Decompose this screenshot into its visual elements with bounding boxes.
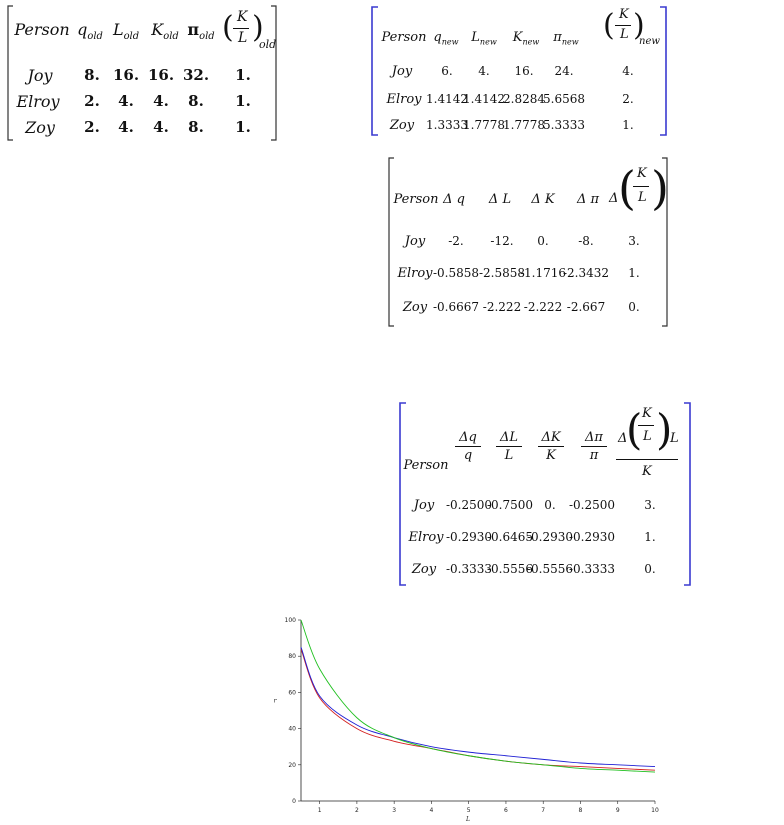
header-q-new: $q_{new}$ xyxy=(433,30,459,47)
header-delta-pi: Δ π xyxy=(576,192,600,207)
cell: 8. xyxy=(84,66,100,84)
cell: 1.4142 xyxy=(426,92,468,106)
cell: 16. xyxy=(514,64,534,78)
x-tick-label: 8 xyxy=(578,807,583,814)
y-tick-label: 20 xyxy=(288,761,296,769)
cell: 1.3333 xyxy=(426,118,468,132)
cell: -0.5556 xyxy=(486,562,534,576)
cell: -0.2500 xyxy=(445,498,493,512)
row-name: Elroy xyxy=(16,92,60,111)
cell: 1. xyxy=(235,92,251,110)
x-tick-label: 5 xyxy=(466,807,471,814)
series-line-3 xyxy=(301,620,655,772)
header-delta-kl: Δ ( K L ) xyxy=(609,161,669,215)
header-delta-k: Δ K xyxy=(531,192,555,207)
cell: 8. xyxy=(188,118,204,136)
cell: 0. xyxy=(628,300,640,314)
cell: -2.222 xyxy=(482,300,522,314)
header-pct-k: ΔK K xyxy=(538,430,564,463)
cell: 2. xyxy=(622,92,634,106)
row-name: Zoy xyxy=(402,300,428,315)
header-pct-kl: Δ ( K L ) L K xyxy=(618,405,679,479)
matrix-old xyxy=(6,4,278,142)
cell: 4. xyxy=(118,118,134,136)
cell: -2.5858 xyxy=(478,266,526,280)
cell: 1.7778 xyxy=(463,118,505,132)
y-axis-label: r xyxy=(273,697,277,705)
cell: 32. xyxy=(182,66,210,84)
cell: 16. xyxy=(147,66,175,84)
cell: 5.6568 xyxy=(543,92,585,106)
y-tick-label: 0 xyxy=(292,798,296,805)
x-tick-label: 1 xyxy=(317,807,322,814)
cell: -2.222 xyxy=(523,300,563,314)
cell: 3. xyxy=(644,498,656,512)
cell: -12. xyxy=(490,234,514,248)
series-line-2 xyxy=(301,647,655,766)
x-tick-label: 4 xyxy=(429,807,434,814)
matrix-pct xyxy=(398,402,692,586)
header-kl-old: ( K L ) old xyxy=(222,9,277,51)
header-pct-pi: Δπ π xyxy=(581,430,607,463)
header-l-old: $L_{old}$ xyxy=(112,20,140,43)
header-person: Person xyxy=(403,458,449,473)
y-tick-label: 40 xyxy=(288,725,296,733)
row-name: Zoy xyxy=(411,562,437,577)
header-k-new: $K_{new}$ xyxy=(512,30,540,47)
row-name: Elroy xyxy=(386,92,422,107)
header-k-old: $K_{old}$ xyxy=(151,20,179,43)
cell: 4. xyxy=(622,64,634,78)
header-person: Person xyxy=(14,20,70,39)
cell: -0.2930 xyxy=(526,530,574,544)
cell: 1.4142 xyxy=(463,92,505,106)
cell: 2.8284 xyxy=(503,92,545,106)
cell: 4. xyxy=(153,92,169,110)
cell: -0.7500 xyxy=(486,498,534,512)
cell: 2. xyxy=(84,92,100,110)
cell: 0. xyxy=(537,234,549,248)
row-name: Joy xyxy=(404,234,426,249)
header-delta-q: Δ q xyxy=(443,192,465,207)
y-tick-label: 60 xyxy=(288,689,296,697)
x-tick-label: 6 xyxy=(504,807,508,814)
cell: 1. xyxy=(644,530,656,544)
cell: -1.1716 xyxy=(519,266,567,280)
cell: 24. xyxy=(554,64,574,78)
row-name: Zoy xyxy=(389,118,415,133)
cell: -0.3333 xyxy=(445,562,493,576)
series-line-1 xyxy=(301,649,655,770)
cell: 5.3333 xyxy=(543,118,585,132)
cell: -2. xyxy=(448,234,464,248)
header-person: Person xyxy=(381,30,427,45)
cell: -0.3333 xyxy=(568,562,616,576)
matrix-delta xyxy=(386,156,670,328)
cell: -0.2930 xyxy=(445,530,493,544)
cell: 0. xyxy=(544,498,556,512)
cell: -0.5556 xyxy=(526,562,574,576)
y-tick-label: 100 xyxy=(284,617,296,624)
cell: 0. xyxy=(644,562,656,576)
line-chart xyxy=(270,612,670,822)
cell: -2.667 xyxy=(566,300,606,314)
x-tick-label: 3 xyxy=(392,807,397,814)
cell: 3. xyxy=(628,234,640,248)
header-kl-new: ( K L ) new xyxy=(603,7,660,47)
cell: 16. xyxy=(112,66,140,84)
cell: 6. xyxy=(441,64,453,78)
cell: 4. xyxy=(118,92,134,110)
header-l-new: $L_{new}$ xyxy=(471,30,497,47)
cell: 1. xyxy=(235,66,251,84)
cell: 1. xyxy=(235,118,251,136)
row-name: Joy xyxy=(27,66,53,85)
y-tick-label: 80 xyxy=(288,653,296,661)
cell: 2. xyxy=(84,118,100,136)
x-tick-label: 7 xyxy=(541,807,546,814)
cell: 1. xyxy=(628,266,640,280)
row-name: Elroy xyxy=(397,266,433,281)
cell: -0.6465 xyxy=(486,530,534,544)
cell: -8. xyxy=(578,234,594,248)
cell: 1. xyxy=(622,118,634,132)
cell: -0.5858 xyxy=(432,266,480,280)
cell: -0.2930 xyxy=(568,530,616,544)
row-name: Joy xyxy=(391,64,413,79)
cell: -0.2500 xyxy=(568,498,616,512)
header-delta-l: Δ L xyxy=(488,192,512,207)
x-tick-label: 9 xyxy=(615,807,620,814)
x-tick-label: 2 xyxy=(354,807,359,814)
header-pi-old: $\pi_{old}$ xyxy=(187,20,215,43)
row-name: Joy xyxy=(413,498,435,513)
row-name: Zoy xyxy=(25,118,55,137)
cell: -2.3432 xyxy=(562,266,610,280)
header-pct-q: Δq q xyxy=(455,430,481,463)
cell: 1.7778 xyxy=(503,118,545,132)
x-axis-label: L xyxy=(466,816,470,823)
x-tick-label: 10 xyxy=(651,807,659,814)
cell: 4. xyxy=(153,118,169,136)
matrix-new xyxy=(370,6,668,136)
header-pct-l: ΔL L xyxy=(496,430,522,463)
cell: -0.6667 xyxy=(432,300,480,314)
row-name: Elroy xyxy=(408,530,444,545)
cell: 8. xyxy=(188,92,204,110)
header-q-old: $q_{old}$ xyxy=(77,20,103,43)
cell: 4. xyxy=(478,64,490,78)
header-person: Person xyxy=(393,192,439,207)
header-pi-new: $\pi_{new}$ xyxy=(553,30,579,47)
